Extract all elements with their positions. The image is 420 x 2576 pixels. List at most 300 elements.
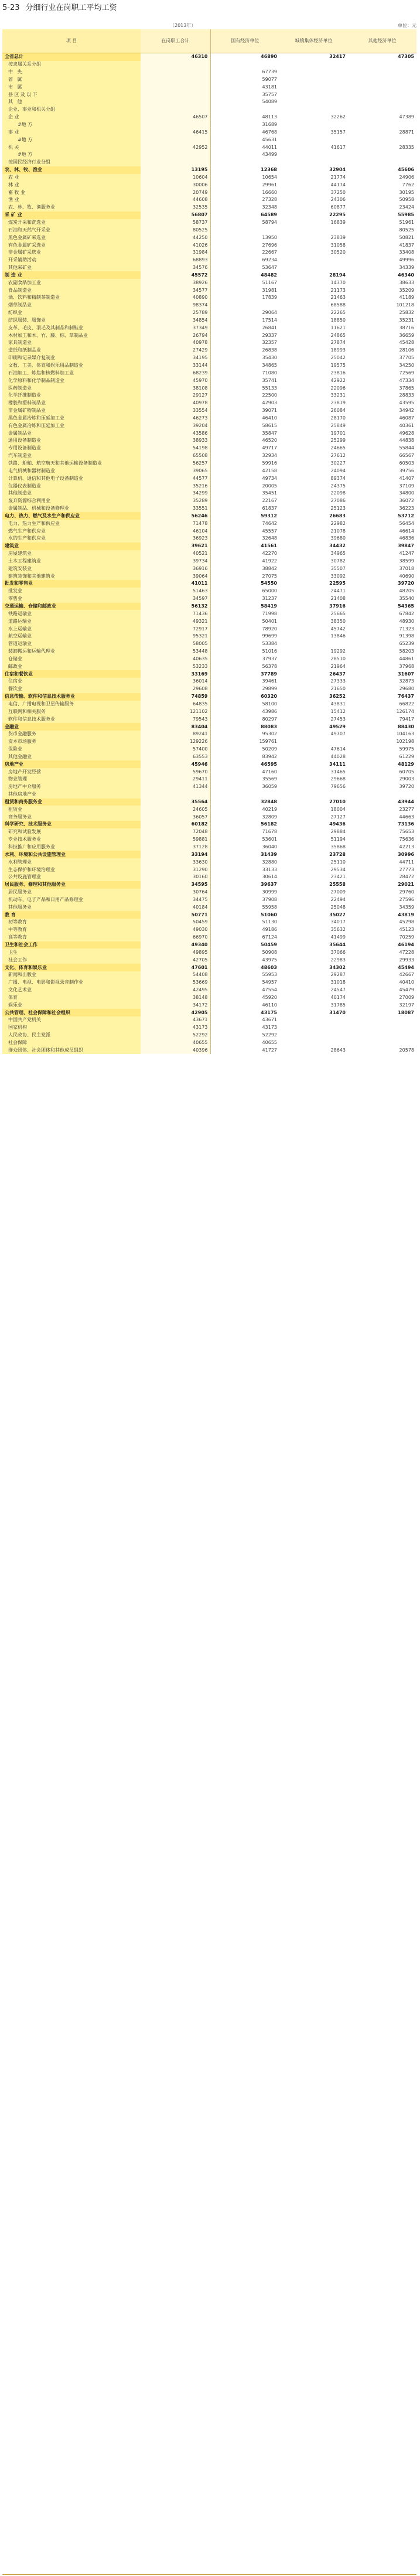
row-label: 纺织业	[2, 309, 141, 317]
value-state-owned: 34865	[262, 363, 277, 369]
row-label: 公共设施管理业	[2, 874, 141, 881]
value-state-owned	[210, 226, 279, 234]
value-total: 31290	[141, 866, 210, 874]
value-state-owned: 32648	[262, 535, 277, 541]
value-collective: 18850	[330, 317, 346, 323]
value-collective	[279, 159, 348, 166]
value-collective: 27127	[330, 814, 346, 820]
table-row	[2, 1016, 416, 1024]
value-state-owned: 71678	[262, 829, 277, 835]
row-label: 租赁和商务服务业	[2, 799, 141, 806]
row-label: 仪器仪表制造业	[2, 482, 141, 490]
value-other: 43819	[398, 912, 414, 917]
value-collective: 25849	[330, 422, 346, 428]
value-collective: 27612	[330, 453, 346, 459]
value-state-owned: 17514	[262, 317, 277, 323]
value-other: 43595	[399, 400, 414, 406]
value-collective: 35157	[330, 129, 346, 135]
value-total	[141, 91, 210, 98]
row-label: #地 方	[2, 136, 141, 144]
table-row	[2, 437, 416, 445]
value-other: 30996	[398, 851, 414, 857]
value-total: 49895	[141, 948, 210, 956]
table-row	[2, 964, 416, 971]
value-state-owned: 31237	[262, 596, 277, 602]
table-row	[2, 572, 416, 580]
value-state-owned: 35430	[262, 355, 277, 361]
value-total	[141, 121, 210, 129]
value-other: 37018	[399, 565, 414, 571]
value-state-owned: 13950	[262, 234, 277, 240]
table-row	[2, 625, 416, 633]
row-label: 互联网和相关服务	[2, 708, 141, 715]
value-total: 58005	[141, 640, 210, 648]
table-row	[2, 799, 416, 806]
row-label: 采 矿 业	[2, 211, 141, 219]
value-other: 60705	[399, 769, 414, 774]
value-collective: 22295	[329, 212, 346, 218]
value-other: 44711	[399, 859, 414, 865]
value-state-owned: 43181	[262, 84, 277, 90]
value-total: 56807	[141, 211, 210, 219]
value-other: 34250	[399, 363, 414, 369]
value-total: 20749	[141, 189, 210, 196]
value-other: 75636	[399, 837, 414, 842]
row-label: 县区及以下	[2, 91, 141, 98]
value-collective: 21463	[330, 295, 346, 301]
value-other: 49628	[399, 430, 414, 436]
table-row	[2, 760, 416, 768]
row-label: 市 属	[2, 83, 141, 91]
table-row	[2, 211, 416, 219]
value-collective: 35507	[330, 565, 346, 571]
table-row	[2, 189, 416, 196]
value-collective: 37250	[330, 189, 346, 195]
value-collective: 18993	[330, 347, 346, 353]
value-total: 42905	[141, 1009, 210, 1016]
value-total	[141, 61, 210, 69]
value-state-owned: 54957	[262, 980, 277, 985]
value-other: 18087	[398, 1009, 414, 1015]
row-label: 其他采矿业	[2, 264, 141, 272]
value-state-owned: 35741	[262, 377, 277, 383]
value-state-owned: 53384	[262, 641, 277, 647]
value-collective: 26437	[329, 671, 346, 677]
header-collective: 城镇集体经济单位	[279, 29, 348, 53]
table-row	[2, 490, 416, 497]
value-total: 42705	[141, 956, 210, 964]
row-label: 通用设备制造业	[2, 437, 141, 445]
table-row	[2, 61, 416, 69]
value-other: 72569	[399, 370, 414, 376]
table-body	[2, 53, 416, 1055]
value-collective: 27009	[330, 889, 346, 895]
value-state-owned: 46595	[261, 761, 277, 767]
table-row	[2, 971, 416, 979]
value-other: 32873	[399, 678, 414, 684]
value-total: 80525	[141, 226, 210, 234]
header-item: 项 目	[2, 29, 141, 53]
value-state-owned: 49734	[262, 475, 277, 481]
table-row	[2, 286, 416, 294]
value-total: 41011	[141, 580, 210, 588]
table-row	[2, 979, 416, 987]
row-label: 文教、工美、体育和娱乐用品制造业	[2, 362, 141, 370]
table-row	[2, 558, 416, 565]
value-collective: 60877	[330, 204, 346, 210]
row-label: 省 属	[2, 76, 141, 84]
value-other: 79417	[399, 716, 414, 722]
row-label: 石油和天然气开采业	[2, 226, 141, 234]
value-total: 32535	[141, 204, 210, 211]
table-row	[2, 535, 416, 543]
table-row	[2, 806, 416, 813]
value-total: 46273	[141, 415, 210, 422]
value-collective: 32262	[330, 114, 346, 120]
table-row	[2, 633, 416, 640]
value-state-owned: 69234	[262, 257, 277, 263]
row-label: 广播、电视、电影和影视录音制作业	[2, 979, 141, 987]
value-other: 67842	[399, 610, 414, 616]
value-total: 36916	[141, 565, 210, 572]
value-other	[348, 121, 416, 129]
value-collective: 79656	[330, 784, 346, 790]
value-other: 28871	[399, 129, 414, 135]
value-state-owned: 45920	[262, 994, 277, 1000]
table-row	[2, 903, 416, 911]
value-collective: 49707	[330, 731, 346, 737]
value-collective: 33231	[330, 393, 346, 398]
value-total: 44250	[141, 234, 210, 241]
value-state-owned: 33133	[262, 866, 277, 872]
table-row	[2, 648, 416, 656]
value-state-owned	[210, 159, 279, 166]
row-label: 酒、饮料和精制茶制造业	[2, 294, 141, 302]
value-total: 72048	[141, 828, 210, 836]
value-total: 33551	[141, 505, 210, 513]
table-row	[2, 181, 416, 189]
value-total: 49030	[141, 926, 210, 934]
value-total: 44577	[141, 475, 210, 482]
value-other: 102198	[396, 739, 414, 745]
row-label: 初等教育	[2, 919, 141, 926]
value-collective: 38350	[330, 618, 346, 624]
value-total: 34172	[141, 1001, 210, 1009]
value-state-owned: 67124	[262, 934, 277, 940]
row-label: 租赁业	[2, 806, 141, 813]
row-label: 造纸和纸制品业	[2, 347, 141, 354]
row-label: 批发和零售业	[2, 580, 141, 588]
row-label: 事 业	[2, 128, 141, 136]
value-state-owned: 80297	[262, 716, 277, 722]
value-total: 24605	[141, 806, 210, 813]
value-other: 70259	[399, 934, 414, 940]
value-total: 121102	[141, 708, 210, 715]
row-label: 房地产开发经营	[2, 768, 141, 776]
row-label: 文化、体育和娱乐业	[2, 964, 141, 971]
value-state-owned: 32348	[262, 204, 277, 210]
value-total: 56246	[141, 512, 210, 520]
value-collective: 23819	[330, 400, 346, 406]
row-label: 橡胶和塑料制品业	[2, 400, 141, 407]
table-row	[2, 392, 416, 400]
row-label: 生态保护和环境治理业	[2, 866, 141, 874]
value-total: 56257	[141, 460, 210, 468]
value-other: 126174	[396, 708, 414, 714]
value-state-owned: 51060	[261, 912, 277, 917]
table-row	[2, 482, 416, 490]
value-collective: 27333	[330, 678, 346, 684]
value-state-owned: 50401	[262, 618, 277, 624]
value-collective: 27874	[330, 340, 346, 346]
value-collective: 35644	[329, 941, 346, 947]
value-state-owned: 26841	[262, 325, 277, 330]
row-label: 居民服务业	[2, 889, 141, 896]
value-total: 46104	[141, 527, 210, 535]
value-other	[348, 98, 416, 106]
value-state-owned: 32357	[262, 340, 277, 346]
value-collective: 30520	[330, 250, 346, 255]
table-row	[2, 640, 416, 648]
value-total: 35564	[141, 799, 210, 806]
value-collective: 23728	[329, 851, 346, 857]
table-row	[2, 445, 416, 452]
value-state-owned: 40219	[262, 806, 277, 812]
value-state-owned: 67739	[262, 69, 277, 75]
value-collective: 21408	[330, 596, 346, 602]
value-state-owned: 39071	[262, 408, 277, 414]
row-label: 公共管理、社会保障和社会组织	[2, 1009, 141, 1016]
value-state-owned	[210, 791, 279, 799]
table-row	[2, 475, 416, 482]
table-row	[2, 369, 416, 377]
value-state-owned: 30999	[262, 889, 277, 895]
value-other: 42213	[399, 844, 414, 850]
table-row	[2, 543, 416, 550]
value-total: 52292	[141, 1032, 210, 1039]
value-total: 59881	[141, 836, 210, 844]
table-row	[2, 746, 416, 753]
value-state-owned: 47160	[262, 769, 277, 774]
value-state-owned: 58100	[262, 701, 277, 707]
value-total: 57400	[141, 746, 210, 753]
row-label: 铁路运输业	[2, 610, 141, 617]
value-collective: 24375	[330, 483, 346, 489]
value-collective: 68588	[330, 302, 346, 308]
value-total: 34595	[141, 881, 210, 889]
value-state-owned: 31981	[262, 287, 277, 293]
value-state-owned: 37937	[262, 656, 277, 661]
table-row	[2, 1039, 416, 1047]
value-total: 47601	[141, 964, 210, 971]
value-other: 75653	[399, 829, 414, 835]
value-other: 37865	[399, 385, 414, 391]
value-other	[348, 791, 416, 799]
value-other: 23424	[399, 204, 414, 210]
table-row	[2, 407, 416, 415]
value-state-owned: 49186	[262, 927, 277, 933]
table-row	[2, 896, 416, 904]
table-row	[2, 1032, 416, 1039]
value-state-owned: 41922	[262, 558, 277, 564]
row-label: 燃气生产和供应业	[2, 527, 141, 535]
value-collective: 33092	[330, 573, 346, 579]
table-row	[2, 121, 416, 129]
value-collective: 89374	[330, 475, 346, 481]
row-label: 高等教育	[2, 934, 141, 941]
value-other: 46836	[399, 535, 414, 541]
value-state-owned: 32848	[261, 799, 277, 804]
value-collective: 21964	[330, 663, 346, 669]
table-row	[2, 723, 416, 731]
value-collective: 49436	[329, 821, 346, 827]
value-collective: 44028	[330, 753, 346, 759]
value-collective	[279, 83, 348, 91]
value-collective: 22982	[330, 520, 346, 526]
value-other: 58203	[399, 649, 414, 654]
value-total: 34577	[141, 286, 210, 294]
value-total: 38108	[141, 384, 210, 392]
table-row	[2, 715, 416, 723]
value-state-owned: 55953	[262, 972, 277, 978]
value-total: 29127	[141, 392, 210, 400]
value-total: 37349	[141, 324, 210, 332]
value-state-owned: 56378	[262, 663, 277, 669]
value-other: 76437	[398, 694, 414, 700]
unit-label: 单位：元	[398, 23, 416, 28]
value-collective: 31785	[330, 1002, 346, 1008]
table-row	[2, 708, 416, 715]
row-label: 铁路、船舶、航空航天和其他运输设备制造业	[2, 460, 141, 468]
value-collective: 24865	[330, 332, 346, 338]
value-collective: 36252	[329, 694, 346, 700]
value-state-owned: 43173	[262, 1025, 277, 1031]
value-other: 39847	[398, 543, 414, 549]
header-other: 其他经济单位	[348, 29, 416, 53]
value-total: 39621	[141, 543, 210, 550]
value-state-owned: 56182	[261, 821, 277, 827]
table-number: 5-23	[2, 4, 20, 12]
value-total: 54198	[141, 445, 210, 452]
value-other: 29680	[399, 686, 414, 692]
row-label: 住宿和餐饮业	[2, 670, 141, 678]
row-label: 仓储业	[2, 656, 141, 663]
value-total: 13195	[141, 166, 210, 174]
value-state-owned: 45557	[262, 528, 277, 534]
value-collective: 22265	[330, 310, 346, 316]
table-row	[2, 271, 416, 279]
value-collective: 51194	[330, 837, 346, 842]
value-other: 47389	[399, 114, 414, 120]
value-state-owned: 36059	[262, 784, 277, 790]
value-total	[141, 76, 210, 84]
value-state-owned: 51130	[262, 919, 277, 925]
row-label: 交通运输、仓储和邮政业	[2, 603, 141, 610]
value-state-owned: 39637	[261, 882, 277, 888]
row-label: 食品制造业	[2, 286, 141, 294]
table-row	[2, 663, 416, 670]
value-total	[141, 151, 210, 159]
table-row	[2, 934, 416, 941]
table-row	[2, 249, 416, 257]
value-other: 51961	[399, 219, 414, 225]
value-collective	[279, 1039, 348, 1047]
value-other: 27596	[399, 896, 414, 902]
value-total: 65508	[141, 452, 210, 460]
value-other: 41837	[399, 242, 414, 248]
value-state-owned: 48603	[261, 964, 277, 970]
table-row	[2, 987, 416, 994]
value-total: 29411	[141, 776, 210, 783]
row-label: 中 央	[2, 69, 141, 76]
value-collective: 30227	[330, 460, 346, 466]
value-state-owned: 55133	[262, 385, 277, 391]
value-other: 45123	[399, 927, 414, 933]
value-other: 50821	[399, 234, 414, 240]
value-total: 53233	[141, 663, 210, 670]
value-collective: 22096	[330, 385, 346, 391]
row-label: 中等教育	[2, 926, 141, 934]
row-label: 房屋建筑业	[2, 550, 141, 558]
value-total	[141, 98, 210, 106]
value-other: 45494	[398, 964, 414, 970]
value-other: 66567	[399, 453, 414, 459]
value-total	[141, 791, 210, 799]
row-label: 信息传输、软件和信息技术服务业	[2, 693, 141, 701]
value-collective: 25048	[330, 904, 346, 910]
value-state-owned: 10654	[262, 174, 277, 180]
table-row	[2, 362, 416, 370]
value-state-owned: 47554	[262, 987, 277, 993]
value-total: 63553	[141, 753, 210, 760]
value-state-owned: 71998	[262, 610, 277, 616]
value-collective: 35868	[330, 844, 346, 850]
row-label: 邮政业	[2, 663, 141, 670]
value-total: 46310	[141, 53, 210, 61]
table-row	[2, 791, 416, 799]
row-label: 林 业	[2, 181, 141, 189]
value-state-owned: 29899	[262, 686, 277, 692]
page-title	[2, 1, 117, 12]
row-label: 资本市场服务	[2, 738, 141, 746]
value-other	[348, 1039, 416, 1047]
table-row	[2, 565, 416, 572]
value-other: 36072	[399, 498, 414, 504]
value-state-owned: 58419	[261, 603, 277, 609]
value-state-owned: 74642	[262, 520, 277, 526]
row-label: 管道运输业	[2, 640, 141, 648]
value-other: 37109	[399, 483, 414, 489]
table-row	[2, 1046, 416, 1054]
value-state-owned: 50459	[261, 941, 277, 947]
row-label: 企 业	[2, 114, 141, 121]
value-total	[141, 159, 210, 166]
row-label: 计算机、通信和其他电子设备制造业	[2, 475, 141, 482]
value-collective: 24547	[330, 987, 346, 993]
table-row	[2, 881, 416, 889]
value-total: 66970	[141, 934, 210, 941]
value-collective: 14370	[330, 279, 346, 285]
value-total: 35289	[141, 497, 210, 505]
value-other: 35209	[399, 287, 414, 293]
value-other: 27009	[399, 994, 414, 1000]
value-other	[348, 91, 416, 98]
row-label: 按国民经济行业分组	[2, 159, 141, 166]
value-other: 30195	[399, 189, 414, 195]
row-label: 土木工程建筑业	[2, 558, 141, 565]
value-collective: 34017	[330, 919, 346, 925]
value-collective: 34965	[330, 551, 346, 557]
